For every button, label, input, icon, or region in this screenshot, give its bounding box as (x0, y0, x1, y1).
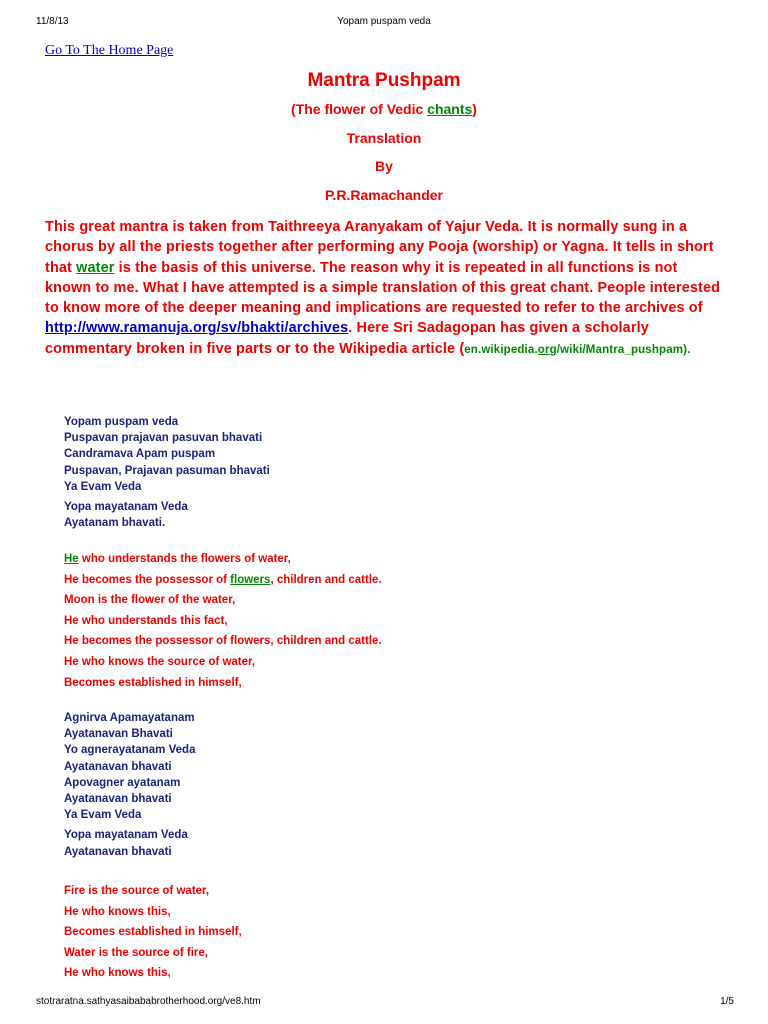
verse-line: Candramava Apam puspam (64, 448, 216, 461)
translation-line: He who understands this fact, (64, 614, 228, 627)
verse-line: Yo agnerayatanam Veda (64, 744, 196, 757)
print-title: Yopam puspam veda (337, 16, 431, 27)
translation-line (64, 570, 382, 591)
wiki-text-b: /wiki/Mantra_pushpam (556, 343, 684, 356)
flowers-link[interactable]: flowers (230, 573, 271, 586)
verse-line: Ayatanavan bhavati (64, 760, 172, 773)
verse-line: Ya Evam Veda (64, 809, 142, 822)
subtitle-text-open: (The flower of Vedic (291, 101, 428, 117)
translation-1 (64, 549, 382, 693)
print-url: stotraratna.sathyasaibababrotherhood.org/ve8.htm (36, 996, 261, 1007)
verse-line: Ayatanam bhavati. (64, 517, 166, 530)
by-label: By (375, 158, 393, 174)
intro-text-1: This great mantra is taken from Taithreeya Aranyakam of Yajur Veda. It is normally sung in a chorus by all the priests together after performing any Pooja (worship) or Yagna. It tells in short that (45, 219, 714, 276)
verse-line: Puspavan prajavan pasuvan bhavati (64, 432, 263, 445)
author-name: P.R.Ramachander (324, 187, 443, 203)
chants-link[interactable]: chants (427, 101, 473, 117)
verse-line: Ya Evam Veda (64, 480, 142, 493)
translation-text: , children and cattle. (270, 573, 382, 586)
verse-line: Yopam puspam veda (64, 416, 179, 428)
translation-2 (64, 881, 242, 984)
verse-line: Yopa mayatanam Veda (64, 829, 188, 842)
home-page-link[interactable]: Go To The Home Page (45, 43, 174, 58)
intro-paragraph (45, 217, 725, 360)
translation-line: Moon is the flower of the water, (64, 594, 236, 607)
verse-line: Puspavan, Prajavan pasuman bhavati (64, 464, 270, 477)
translation-label: Translation (346, 130, 422, 146)
verse-line: Apovagner ayatanam (64, 776, 181, 789)
print-date: 11/8/13 (36, 16, 69, 27)
translation-line (64, 549, 382, 570)
translation-text: who understands the flowers of water, (78, 553, 291, 565)
translation-line: Becomes established in himself, (64, 926, 242, 939)
intro-text-4: ). (683, 343, 691, 356)
translation-line: He who knows the source of water, (64, 655, 256, 668)
page-subtitle (0, 101, 768, 117)
translation-line: Becomes established in himself, (64, 676, 242, 689)
verse-line: Agnirva Apamayatanam (64, 712, 195, 724)
page-number: 1/5 (720, 996, 734, 1007)
verse-line: Ayatanavan bhavati (64, 845, 172, 858)
translation-line: He who knows this, (64, 905, 171, 918)
verse-line: Ayatanavan bhavati (64, 793, 172, 806)
print-header (0, 16, 768, 30)
wiki-text-a: en.wikipedia. (464, 343, 538, 356)
translation-text: He becomes the possessor of (64, 573, 231, 586)
verse-line: Yopa mayatanam Veda (64, 501, 188, 514)
verse-line: Ayatanavan Bhavati (64, 728, 173, 741)
translation-line: Fire is the source of water, (64, 885, 210, 897)
verse-2-sanskrit (64, 710, 195, 860)
translation-line: He becomes the possessor of flowers, children and cattle. (64, 635, 382, 648)
intro-text-2: is the basis of this universe. The reason why it is repeated in all functions is not known to me. What I have attempted is a simple translation of this great chant. People interested to know more of the deeper meaning and implications are requested to refer to the archives of (45, 259, 721, 317)
print-footer (0, 996, 768, 1010)
archives-link[interactable]: http://www.ramanuja.org/sv/bhakti/archives (45, 320, 349, 337)
page-title: Mantra Pushpam (307, 70, 461, 91)
water-link[interactable]: water (76, 259, 115, 276)
verse-1-sanskrit (64, 414, 270, 531)
intro-text-3: . Here Sri Sadagopan has given a scholarly commentary broken in five parts or to the Wikipedia article ( (45, 320, 649, 357)
wiki-org-link[interactable]: org (537, 343, 557, 356)
translation-line: He who knows this, (64, 967, 171, 980)
he-link[interactable]: He (64, 553, 79, 565)
translation-line: Water is the source of fire, (64, 946, 208, 959)
subtitle-text-close: ) (472, 101, 477, 117)
